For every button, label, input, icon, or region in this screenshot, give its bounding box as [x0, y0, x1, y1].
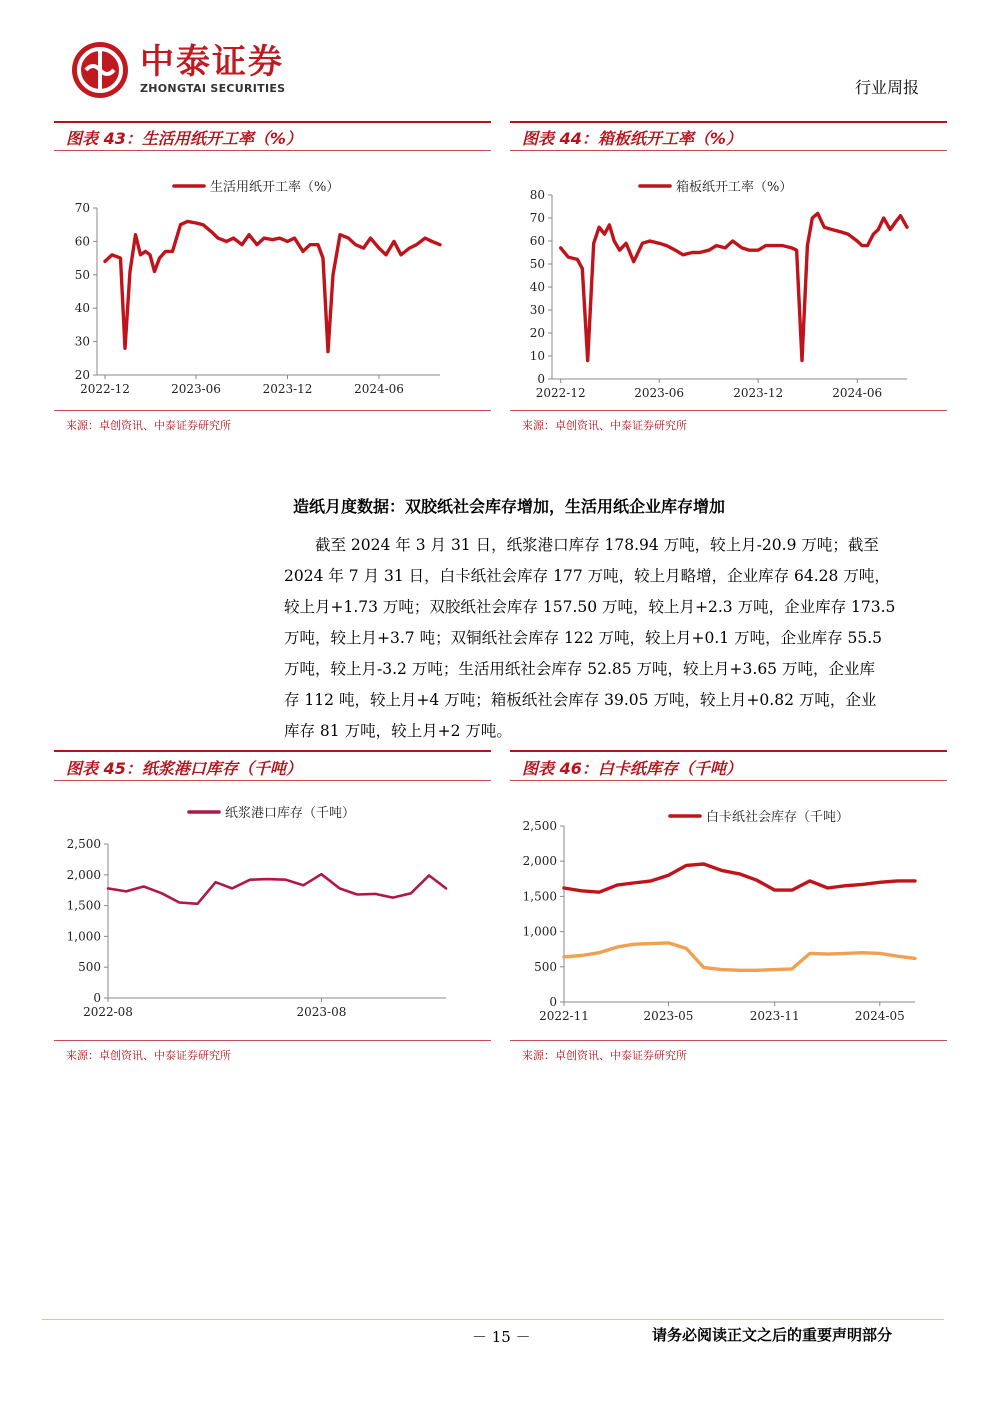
y-tick-label: 50	[74, 267, 90, 282]
figure-44-title-rule	[510, 150, 947, 151]
x-tick-label: 2022-12	[80, 382, 130, 396]
figure-44-title: 图表 44：箱板纸开工率（%）	[522, 129, 742, 148]
x-tick-label: 2022-11	[539, 1009, 589, 1023]
y-tick-label: 500	[534, 959, 557, 974]
y-tick-label: 20	[74, 368, 90, 382]
y-tick-label: 2,500	[522, 819, 557, 833]
y-tick-label: 60	[74, 234, 90, 249]
brand-logo-icon	[70, 40, 130, 100]
footer-rule	[42, 1319, 944, 1320]
y-tick-label: 30	[74, 334, 90, 349]
y-tick-label: 70	[74, 201, 90, 215]
figure-45-source: 来源：卓创资讯、中泰证券研究所	[66, 1049, 231, 1062]
figure-43-top-rule	[54, 121, 491, 123]
figure-44-bottom-rule	[510, 410, 947, 411]
figure-46-top-rule	[510, 750, 947, 752]
figure-46-title: 图表 46：白卡纸库存（千吨）	[522, 759, 742, 778]
figure-43-bottom-rule	[54, 410, 491, 411]
y-tick-label: 70	[529, 211, 545, 225]
brand-name-cn: 中泰证券	[140, 42, 284, 82]
y-tick-label: 2,500	[66, 837, 101, 851]
x-tick-label: 2024-06	[832, 386, 883, 400]
chart-pulp-port-inventory	[54, 790, 491, 1035]
x-tick-label: 2023-12	[733, 386, 784, 400]
figure-45-top-rule	[54, 750, 491, 752]
paragraph-line: 2024 年 7 月 31 日，白卡纸社会库存 177 万吨，较上月略增，企业库存 64.28 万吨，	[284, 567, 890, 585]
chart-ivory-board-inventory	[510, 790, 947, 1035]
series-line-1	[105, 221, 440, 351]
y-tick-label: 1,000	[66, 929, 101, 944]
y-tick-label: 0	[93, 991, 101, 1005]
legend-label: 箱板纸开工率（%）	[676, 180, 793, 195]
y-tick-label: 80	[529, 188, 545, 202]
figure-44-source: 来源：卓创资讯、中泰证券研究所	[522, 419, 687, 432]
chart-tissue-paper-operating-rate	[54, 160, 491, 405]
y-tick-label: 20	[529, 326, 545, 340]
figure-46-bottom-rule	[510, 1040, 947, 1041]
figure-43-title-rule	[54, 150, 491, 151]
y-tick-label: 30	[529, 303, 545, 317]
legend-label: 纸浆港口库存（千吨）	[225, 806, 356, 821]
y-tick-label: 500	[78, 960, 101, 975]
paragraph-line: 较上月+1.73 万吨；双胶纸社会库存 157.50 万吨，较上月+2.3 万吨，企业库存 173.5	[284, 598, 896, 616]
series-line-1	[564, 864, 915, 892]
figure-43-title: 图表 43：生活用纸开工率（%）	[66, 129, 302, 148]
x-tick-label: 2022-12	[535, 386, 586, 400]
y-tick-label: 1,500	[522, 889, 557, 904]
brand-name-en: ZHONGTAI SECURITIES	[140, 82, 286, 95]
figure-45-title-rule	[54, 780, 491, 781]
section-heading: 造纸月度数据：双胶纸社会库存增加，生活用纸企业库存增加	[293, 497, 726, 516]
y-tick-label: 1,500	[66, 898, 101, 913]
x-tick-label: 2023-06	[171, 382, 221, 396]
page-number: － 15 －	[472, 1328, 531, 1346]
x-tick-label: 2023-11	[749, 1009, 800, 1023]
y-tick-label: 50	[529, 257, 545, 271]
figure-44-top-rule	[510, 121, 947, 123]
y-tick-label: 2,000	[66, 867, 101, 882]
x-tick-label: 2024-05	[854, 1009, 905, 1023]
y-tick-label: 0	[537, 372, 545, 386]
figure-46-title-rule	[510, 780, 947, 781]
y-tick-label: 0	[549, 995, 557, 1009]
legend-label: 白卡纸社会库存（千吨）	[706, 810, 850, 825]
series-line-1	[108, 874, 446, 904]
x-tick-label: 2022-08	[83, 1005, 133, 1019]
y-tick-label: 1,000	[522, 924, 557, 939]
x-tick-label: 2023-05	[643, 1009, 694, 1023]
x-tick-label: 2023-06	[634, 386, 685, 400]
x-tick-label: 2023-08	[296, 1005, 347, 1019]
disclaimer-note: 请务必阅读正文之后的重要声明部分	[652, 1326, 893, 1344]
x-tick-label: 2024-06	[354, 382, 404, 396]
paragraph-line: 存 112 吨，较上月+4 万吨；箱板纸社会库存 39.05 万吨，较上月+0.82 万吨，企业	[284, 691, 877, 709]
figure-43-source: 来源：卓创资讯、中泰证券研究所	[66, 419, 231, 432]
figure-45-title: 图表 45：纸浆港口库存（千吨）	[66, 759, 302, 778]
report-type: 行业周报	[855, 78, 920, 97]
y-tick-label: 60	[529, 234, 545, 248]
y-tick-label: 40	[529, 280, 545, 294]
paragraph-line: 万吨，较上月-3.2 万吨；生活用纸社会库存 52.85 万吨，较上月+3.65 万吨，企业库	[284, 660, 875, 678]
x-tick-label: 2023-12	[262, 382, 313, 396]
paragraph-line: 截至 2024 年 3 月 31 日，纸浆港口库存 178.94 万吨，较上月-20.9 万吨；截至	[284, 536, 879, 554]
paragraph-line: 库存 81 万吨，较上月+2 万吨。	[284, 722, 512, 740]
y-tick-label: 40	[74, 301, 90, 316]
legend-label: 生活用纸开工率（%）	[210, 180, 340, 195]
figure-45-bottom-rule	[54, 1040, 491, 1041]
y-tick-label: 2,000	[522, 854, 557, 869]
paragraph-line: 万吨，较上月+3.7 吨；双铜纸社会库存 122 万吨，较上月+0.1 万吨，企业库存 55.5	[284, 629, 883, 647]
chart-boxboard-operating-rate	[510, 160, 947, 405]
y-tick-label: 10	[529, 349, 545, 363]
series-line-2	[564, 943, 915, 970]
series-line-1	[561, 213, 907, 360]
figure-46-source: 来源：卓创资讯、中泰证券研究所	[522, 1049, 687, 1062]
